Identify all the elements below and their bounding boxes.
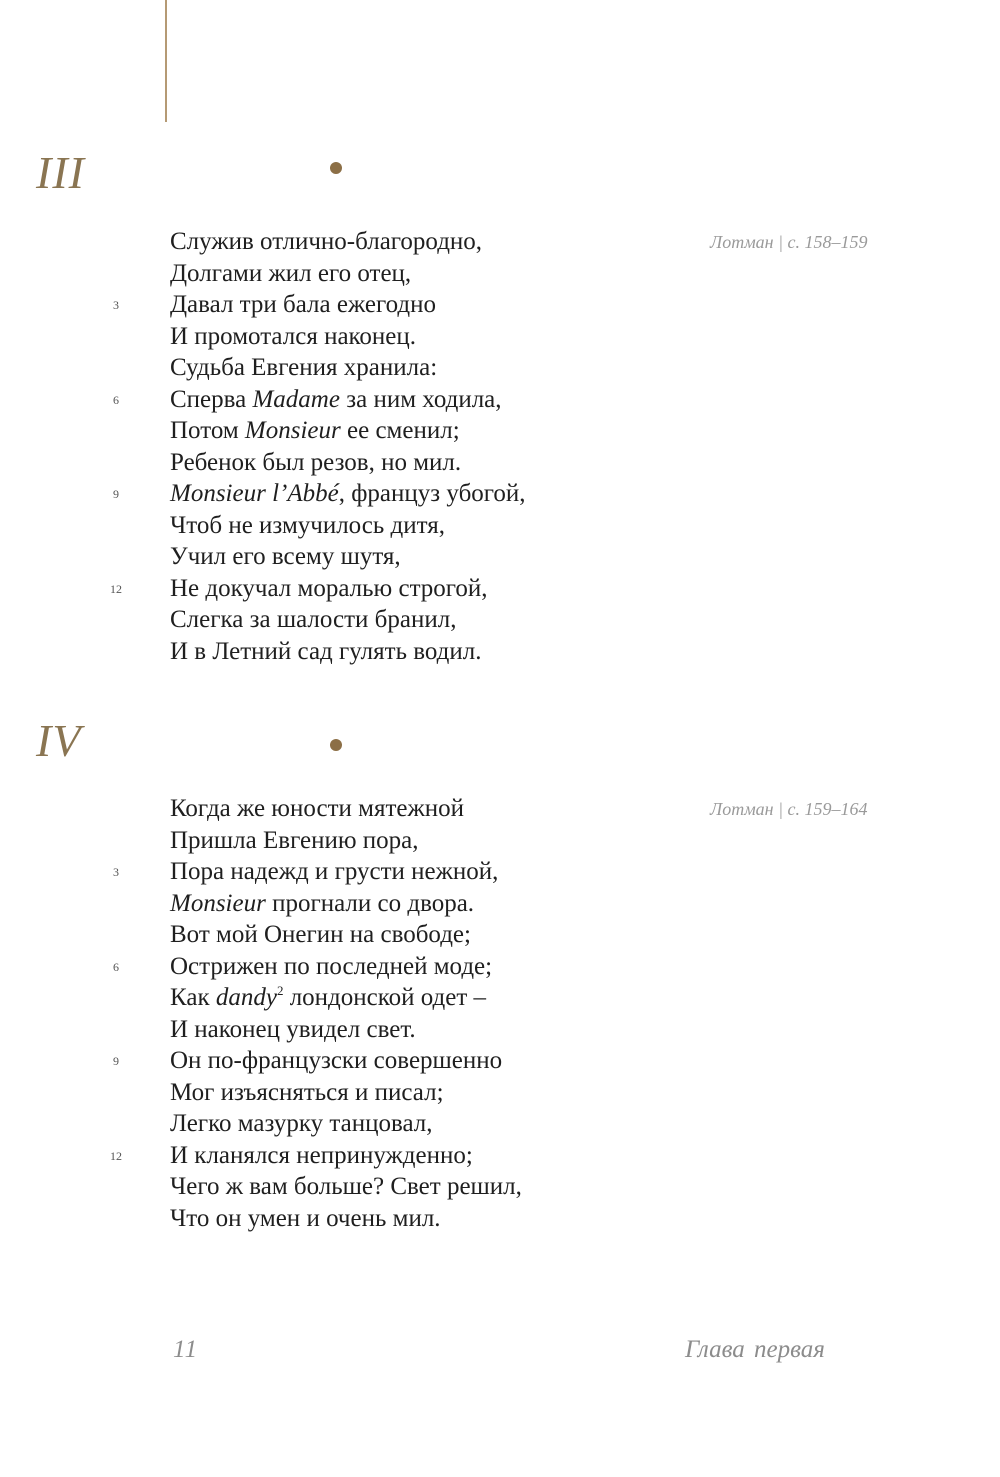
verse-line: Учил его всему шутя, <box>170 543 401 570</box>
verse-line: Давал три бала ежегодно 3 <box>170 289 526 321</box>
verse-lines <box>110 226 526 667</box>
verse-line <box>170 888 522 920</box>
verse-line: Судьба Евгения хранила: <box>170 354 438 381</box>
verse-line: И кланялся непринужденно; 12 <box>170 1140 522 1172</box>
verse-line: Пора надежд и грусти нежной, 3 <box>170 856 522 888</box>
verse-line: Чего ж вам больше? Свет решил, <box>170 1173 522 1200</box>
italic-foreign-word: Monsieur <box>244 417 341 444</box>
italic-foreign-word: dandy <box>215 984 277 1011</box>
line-number: 9 <box>113 487 119 501</box>
verse-line: Слегка за шалости бранил, <box>170 606 457 633</box>
line-number: 6 <box>113 392 119 407</box>
verse-line <box>113 478 526 510</box>
lotman-reference: Лотман | с. 159–164 <box>710 799 868 819</box>
verse-line: Когда же юности мятежной <box>170 795 464 822</box>
verse-line <box>113 384 526 416</box>
verse-text: , француз убогой, <box>338 480 526 507</box>
stanza-ornament-dot <box>330 739 342 751</box>
italic-foreign-word: Monsieur l’Abbé <box>170 480 339 507</box>
verse-text: прогнали со двора. <box>265 889 475 917</box>
line-number: 6 <box>113 959 119 974</box>
stanza-number: IV <box>36 715 82 766</box>
verse-line: Долгами жил его отец, <box>170 259 412 287</box>
verse-line: И в Летний сад гулять водил. <box>170 637 482 665</box>
verse-text: лондонской одет – <box>283 984 487 1011</box>
verse-line: Чтоб не измучилось дитя, <box>170 511 445 539</box>
stanza-number: III <box>36 147 85 198</box>
italic-foreign-word: Monsieur <box>170 889 266 917</box>
verse-line: Острижен по последней моде; 6 <box>170 951 522 983</box>
vertical-rule <box>165 0 167 122</box>
verse-line: Легко мазурку танцовал, <box>170 1110 433 1137</box>
verse-lines <box>110 793 522 1234</box>
verse-text: Как <box>170 984 216 1011</box>
line-number: 9 <box>113 1054 119 1068</box>
italic-foreign-word: Madame <box>252 385 340 413</box>
verse-text: Потом <box>170 417 245 444</box>
line-number: 12 <box>110 1148 122 1163</box>
verse-line <box>170 982 522 1014</box>
verse-text: Сперва <box>170 385 253 413</box>
line-number: 3 <box>113 865 119 879</box>
verse-line: Мог изъясняться и писал; <box>170 1078 444 1106</box>
verse-line <box>170 415 526 447</box>
verse-line: Он по-французски совершенно 9 <box>170 1045 522 1077</box>
verse-line: Вот мой Онегин на свободе; <box>170 921 471 948</box>
verse-line: Что он умен и очень мил. <box>170 1204 441 1232</box>
chapter-title: Глава первая <box>685 1336 825 1363</box>
verse-line: Служив отлично-благородно, <box>170 228 483 255</box>
verse-line: Не докучал моралью строгой, 12 <box>170 573 526 605</box>
lotman-reference: Лотман | с. 158–159 <box>710 232 868 252</box>
verse-line: Ребенок был резов, но мил. <box>170 448 462 476</box>
verse-text: ее сменил; <box>340 417 460 444</box>
verse-line: И наконец увидел свет. <box>170 1015 416 1043</box>
footnote-marker: 2 <box>276 983 284 998</box>
verse-line: И промотался наконец. <box>170 322 417 350</box>
verse-line: Пришла Евгению пора, <box>170 826 419 854</box>
verse-text: за ним ходила, <box>339 385 502 413</box>
page-number: 11 <box>173 1336 199 1363</box>
line-number: 3 <box>113 298 119 312</box>
line-number: 12 <box>110 581 122 596</box>
stanza-ornament-dot <box>330 162 342 174</box>
